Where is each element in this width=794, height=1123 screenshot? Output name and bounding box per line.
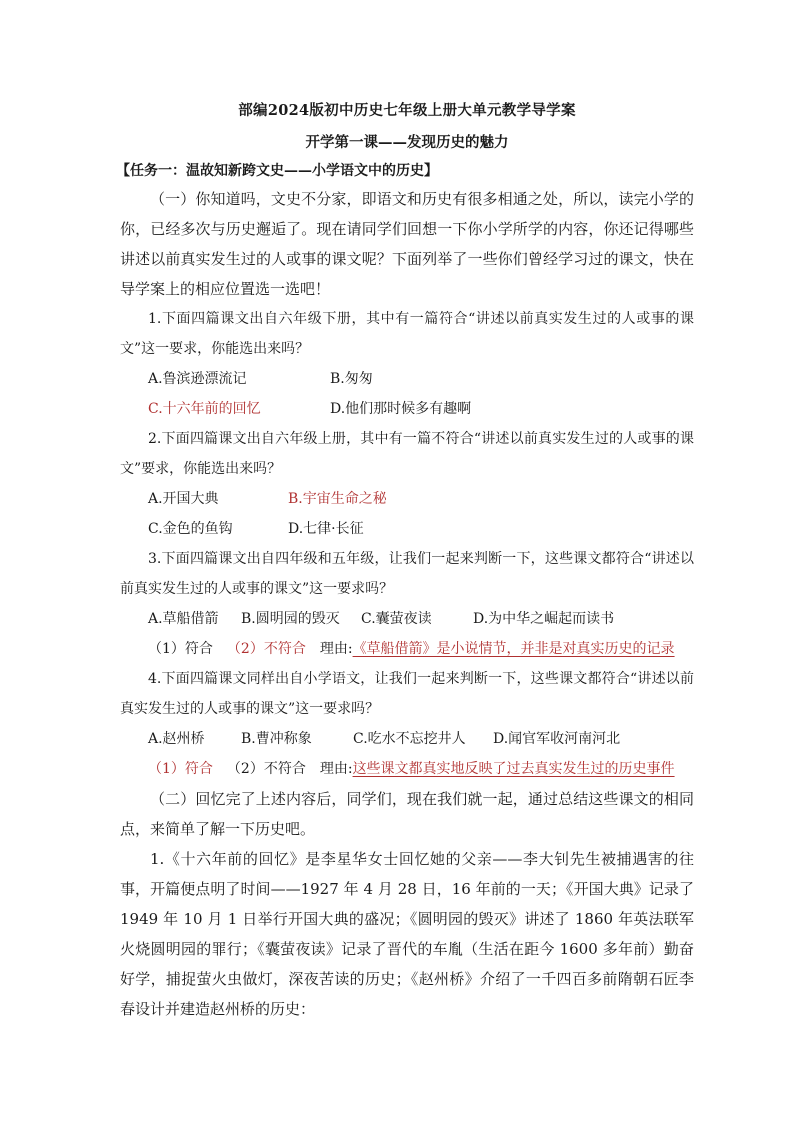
question-3-text: 3.下面四篇课文出自四年级和五年级，让我们一起来判断一下，这些课文都符合“讲述以前真实发生过的人或事的课文”这一要求吗？ (120, 551, 694, 597)
question-2-option-a: A.开国大典 (148, 491, 219, 507)
question-4-option-b: B.曹冲称象 (241, 731, 312, 747)
question-1-options-row2 (120, 394, 694, 424)
question-1-option-a: A.鲁滨逊漂流记 (148, 371, 247, 387)
question-3-reason-label: 理由: (319, 641, 353, 657)
question-3-answer-line (120, 634, 694, 664)
question-3-option-c: C.囊萤夜读 (361, 611, 432, 627)
question-4-reason-label: 理由: (319, 761, 353, 777)
question-3-option-b: B.圆明园的毁灭 (241, 611, 340, 627)
document-subtitle: 开学第一课——发现历史的魅力 (305, 134, 509, 151)
document-content (116, 96, 694, 1024)
question-3-reason: 《草船借箭》是小说情节，并非是对真实历史的记录 (352, 641, 675, 657)
question-4-choice-2: （2）不符合 (226, 761, 306, 777)
question-4-option-d: D.闻官军收河南河北 (493, 731, 621, 747)
question-2-option-c: C.金色的鱼钩 (148, 521, 233, 537)
question-4-text: 4.下面四篇课文同样出自小学语文，让我们一起来判断一下，这些课文都符合“讲述以前真实发生过的人或事的课文”这一要求吗？ (120, 671, 694, 717)
task1-summary: 1.《十六年前的回忆》是李星华女士回忆她的父亲——李大钊先生被捕遇害的往事，开篇便点明了时间——1927 年 4 月 28 日，16 年前的一天；《开国大典》记录了 1949 年 10 月 1 日举行开国大典的盛况；《圆明园的毁灭》讲述了 1860 年英法联军火烧圆明园的罪行；《囊萤夜读》记录了晋代的车胤（生活在距今 1600 多年前）勤奋好学，捕捉萤火虫做灯，深夜苦读的历史；《赵州桥》介绍了一千四百多前隋朝石匠李春设计并建造赵州桥的历史： (120, 850, 694, 1018)
question-2-options-row2 (120, 514, 694, 544)
task1-part2: （二）回忆完了上述内容后，同学们，现在我们就一起，通过总结这些课文的相同点，来简单了解一下历史吧。 (120, 790, 694, 838)
question-1-option-d: D.他们那时候多有趣啊 (330, 401, 472, 417)
document-title: 部编2024版初中历史七年级上册大单元教学导学案 (238, 102, 576, 119)
question-1-options-row1 (120, 364, 694, 394)
question-1-text: 1.下面四篇课文出自六年级下册，其中有一篇符合“讲述以前真实发生过的人或事的课文”这一要求，你能选出来吗？ (120, 311, 694, 357)
question-2-option-b-correct: B.宇宙生命之秘 (288, 491, 387, 507)
question-3-options (120, 604, 694, 634)
question-3-option-a: A.草船借箭 (148, 611, 219, 627)
question-2-option-d: D.七律·长征 (288, 521, 364, 537)
question-4-answer-line (120, 754, 694, 784)
task1-intro: （一）你知道吗，文史不分家，即语文和历史有很多相通之处，所以，读完小学的你，已经多次与历史邂逅了。现在请同学们回想一下你小学所学的内容，你还记得哪些讲述以前真实发生过的人或事的课文呢？下面列举了一些你们曾经学习过的课文，快在导学案上的相应位置选一选吧！ (120, 190, 694, 298)
question-3-option-d: D.为中华之崛起而读书 (473, 611, 615, 627)
task1-heading: 【任务一：温故知新跨文史——小学语文中的历史】 (116, 163, 438, 179)
question-4-option-a: A.赵州桥 (148, 731, 205, 747)
question-4-choice-1-correct: （1）符合 (148, 761, 213, 777)
question-3-choice-1: （1）符合 (148, 641, 213, 657)
question-2-options-row1 (120, 484, 694, 514)
question-4-reason: 这些课文都真实地反映了过去真实发生过的历史事件 (352, 761, 675, 777)
question-1-option-c-correct: C.十六年前的回忆 (148, 401, 261, 417)
question-4-options (120, 724, 694, 754)
question-4-option-c: C.吃水不忘挖井人 (353, 731, 466, 747)
question-2-text: 2.下面四篇课文出自六年级上册，其中有一篇不符合“讲述以前真实发生过的人或事的课文”要求，你能选出来吗？ (120, 431, 694, 477)
question-3-choice-2-correct: （2）不符合 (226, 641, 306, 657)
question-1-option-b: B.匆匆 (330, 371, 373, 387)
